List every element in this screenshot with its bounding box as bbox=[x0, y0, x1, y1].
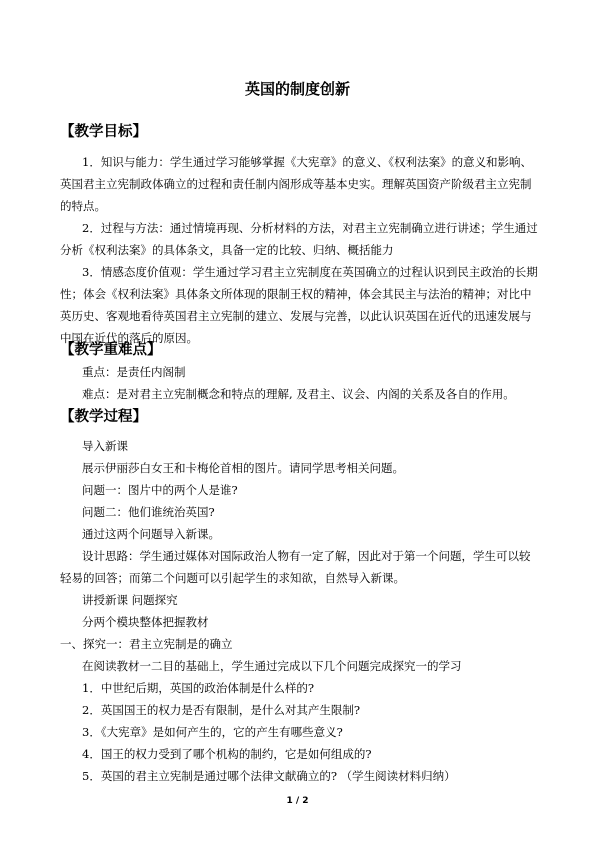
intro-title: 导入新课 bbox=[82, 439, 128, 453]
key-point: 重点：是责任内阁制 bbox=[82, 365, 186, 379]
objectives-heading: 【教学目标】 bbox=[60, 124, 147, 140]
process-heading: 【教学过程】 bbox=[60, 409, 147, 425]
intro-via: 通过这两个问题导入新课。 bbox=[82, 527, 220, 541]
inquiry-question-4: 4．国王的权力受到了哪个机构的制约，它是如何组成的? bbox=[82, 747, 372, 761]
two-modules: 分两个模块整体把握教材 bbox=[82, 615, 209, 629]
inquiry-one-heading: 一、探究一：君主立宪制是的确立 bbox=[60, 637, 233, 651]
inquiry-question-2: 2．英国国王的权力是否有限制，是什么对其产生限制? bbox=[82, 703, 360, 717]
objective-item-3: 3．情感态度价值观：学生通过学习君主立宪制度在英国确立的过程认识到民主政治的长期性；体会《权利法案》具体条文所体现的限制王权的精神，体会其民主与法治的精神；对比中英历史、客观地看待英国君主立宪制的建立、发展与完善，以此认识英国在近代的迅速发展与中国在近代的落后的原因。 bbox=[60, 265, 538, 345]
document-title: 英国的制度创新 bbox=[244, 80, 350, 98]
inquiry-question-3: 3．《大宪章》是如何产生的，它的产生有哪些意义? bbox=[82, 725, 343, 739]
inquiry-question-5: 5．英国的君主立宪制是通过哪个法律文献确立的? （学生阅读材料归纳） bbox=[82, 769, 456, 783]
question-two: 问题二：他们谁统治英国? bbox=[82, 505, 215, 519]
question-one: 问题一：图片中的两个人是谁? bbox=[82, 483, 238, 497]
design-idea: 设计思路：学生通过媒体对国际政治人物有一定了解，因此对于第一个问题，学生可以较轻易的回答；而第二个问题可以引起学生的求知欲，自然导入新课。 bbox=[60, 549, 531, 585]
intro-show: 展示伊丽莎白女王和卡梅伦首相的图片。请同学思考相关问题。 bbox=[82, 461, 404, 475]
objective-item-2: 2．过程与方法：通过情境再现、分析材料的方法，对君主立宪制确立进行讲述；学生通过分析《权利法案》的具体条文，具备一定的比较、归纳、概括能力 bbox=[60, 221, 538, 257]
page-number: 1 / 2 bbox=[286, 796, 309, 806]
new-lesson: 讲授新课 问题探究 bbox=[82, 593, 178, 607]
objective-item-1: 1．知识与能力：学生通过学习能够掌握《大宪章》的意义、《权利法案》的意义和影响、英国君主立宪制政体确立的过程和责任制内阁形成等基本史实。理解英国资产阶级君主立宪制的特点。 bbox=[60, 155, 533, 213]
inquiry-one-intro: 在阅读教材一二目的基础上，学生通过完成以下几个问题完成探究一的学习 bbox=[82, 659, 462, 673]
difficulty-point: 难点：是对君主立宪制概念和特点的理解, 及君主、议会、内阁的关系及各自的作用。 bbox=[82, 387, 515, 401]
inquiry-question-1: 1．中世纪后期，英国的政治体制是什么样的? bbox=[82, 681, 314, 695]
key-points-heading: 【教学重难点】 bbox=[60, 342, 162, 358]
